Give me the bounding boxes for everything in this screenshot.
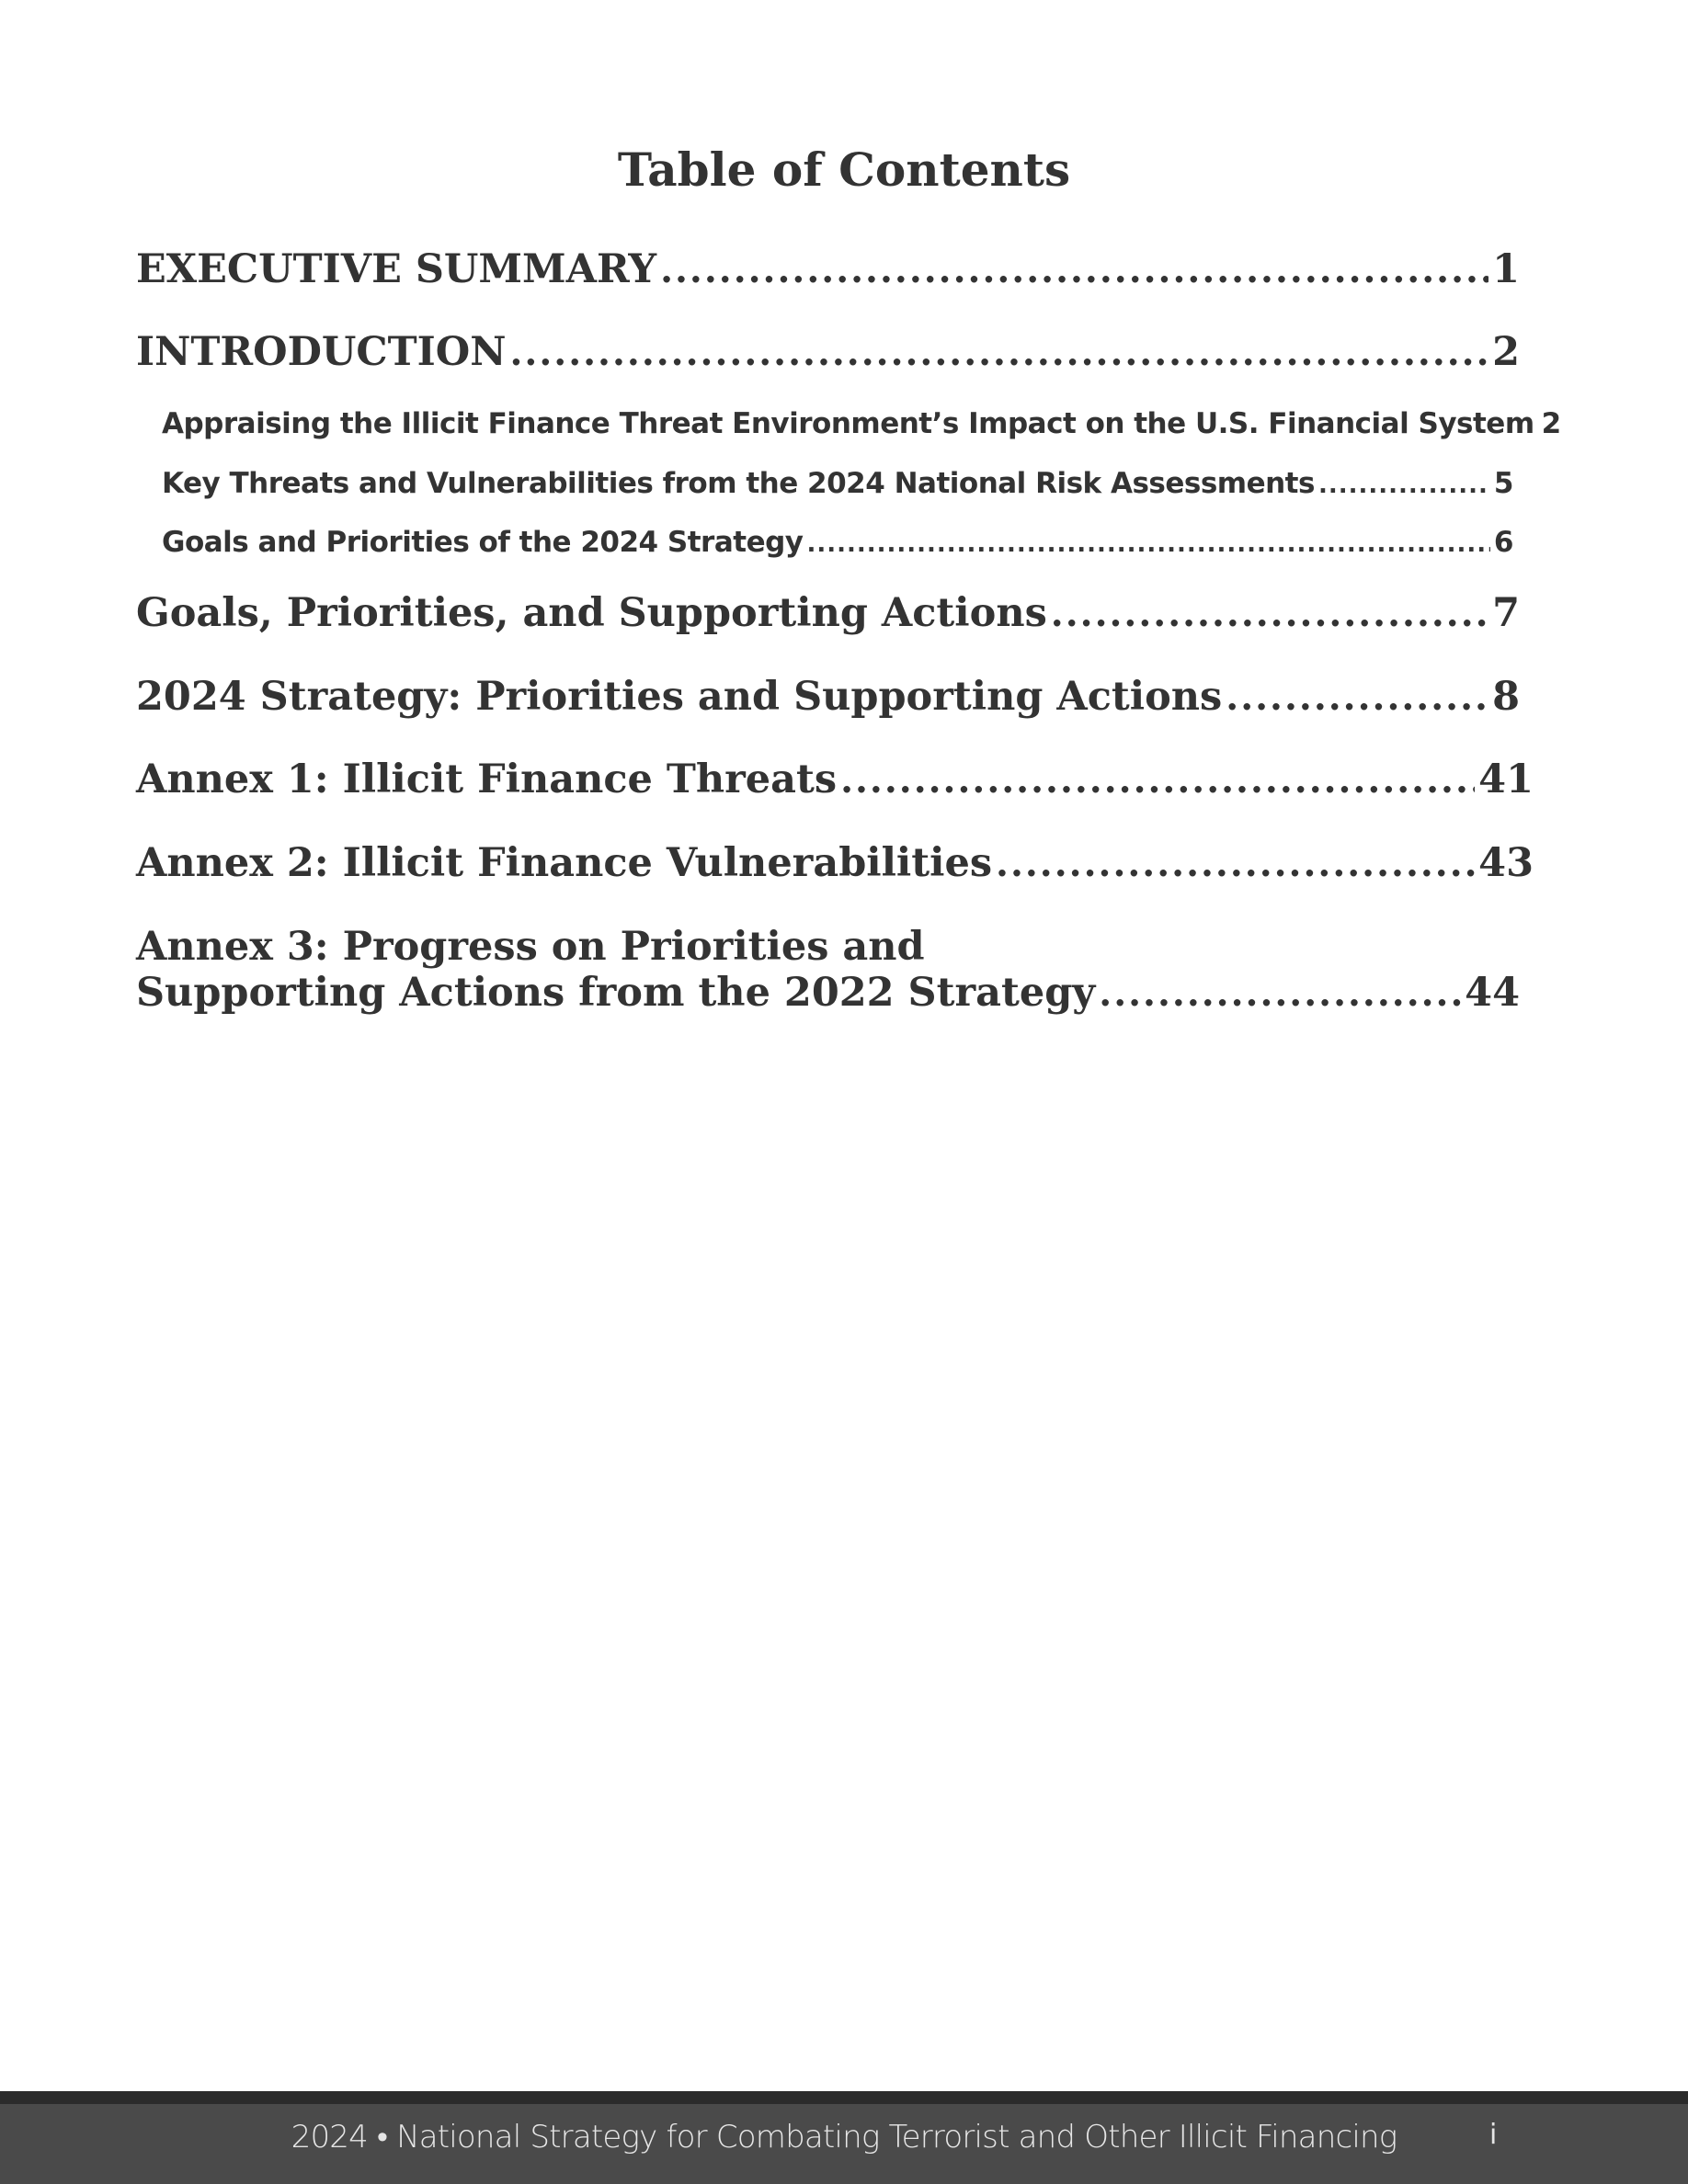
toc-entry-label: 2024 Strategy: Priorities and Supporting Actions bbox=[136, 674, 1223, 720]
toc-entry-page: 1 bbox=[1492, 246, 1520, 292]
toc-entry-page: 8 bbox=[1492, 674, 1520, 720]
toc-entry-page: 5 bbox=[1493, 467, 1513, 500]
toc-entry-label: Goals, Priorities, and Supporting Actions bbox=[136, 590, 1047, 636]
toc-entry-annex-1[interactable] bbox=[136, 756, 1534, 802]
toc-entry-page: 6 bbox=[1493, 526, 1513, 559]
toc-entry-label-line2: Supporting Actions from the 2022 Strategy bbox=[136, 970, 1096, 1016]
toc-entry-page: 44 bbox=[1465, 970, 1520, 1016]
toc-entry-page: 2 bbox=[1492, 329, 1520, 375]
toc-entry-label-line1: Annex 3: Progress on Priorities and bbox=[136, 924, 925, 970]
toc-subentry-goals-priorities-2024[interactable] bbox=[162, 526, 1513, 559]
toc-entry-label: INTRODUCTION bbox=[136, 329, 507, 375]
toc-entry-page: 2 bbox=[1541, 407, 1561, 440]
dot-leader bbox=[660, 248, 1488, 291]
dot-leader bbox=[840, 758, 1475, 802]
dot-leader bbox=[1318, 472, 1490, 499]
toc-entry-page: 7 bbox=[1492, 590, 1520, 636]
toc-entry-annex-2[interactable] bbox=[136, 840, 1534, 886]
footer-page-number: i bbox=[1489, 2119, 1498, 2151]
toc-entry-label: Annex 1: Illicit Finance Threats bbox=[136, 756, 838, 802]
toc-entry-executive-summary[interactable] bbox=[136, 246, 1520, 292]
toc-entry-label: Goals and Priorities of the 2024 Strategy bbox=[162, 526, 804, 559]
toc-subentry-key-threats[interactable] bbox=[162, 467, 1513, 500]
toc-entry-goals-priorities-actions[interactable] bbox=[136, 590, 1520, 636]
toc-entry-label: Appraising the Illicit Finance Threat Environment’s Impact on the U.S. Financial System bbox=[162, 407, 1534, 440]
dot-leader bbox=[996, 842, 1475, 885]
toc-entry-page: 41 bbox=[1478, 756, 1534, 802]
toc-entry-introduction[interactable] bbox=[136, 329, 1520, 375]
toc-entry-label: Annex 2: Illicit Finance Vulnerabilities bbox=[136, 840, 993, 886]
dot-leader bbox=[807, 530, 1490, 558]
toc-subentry-appraising[interactable] bbox=[162, 407, 1561, 440]
dot-leader bbox=[1226, 676, 1488, 719]
toc-entry-2024-strategy[interactable] bbox=[136, 674, 1520, 720]
toc-entry-label: Key Threats and Vulnerabilities from the 2024 National Risk Assessments bbox=[162, 467, 1315, 500]
toc-title: Table of Contents bbox=[617, 142, 1071, 197]
footer-title: 2024 • National Strategy for Combating Terrorist and Other Illicit Financing bbox=[291, 2119, 1397, 2156]
toc-entry-page: 43 bbox=[1478, 840, 1534, 886]
dot-leader bbox=[510, 331, 1489, 374]
toc-entry-annex-3[interactable] bbox=[136, 924, 1520, 1016]
dot-leader bbox=[1099, 972, 1461, 1015]
dot-leader bbox=[1051, 592, 1488, 635]
toc-entry-label: EXECUTIVE SUMMARY bbox=[136, 246, 657, 292]
